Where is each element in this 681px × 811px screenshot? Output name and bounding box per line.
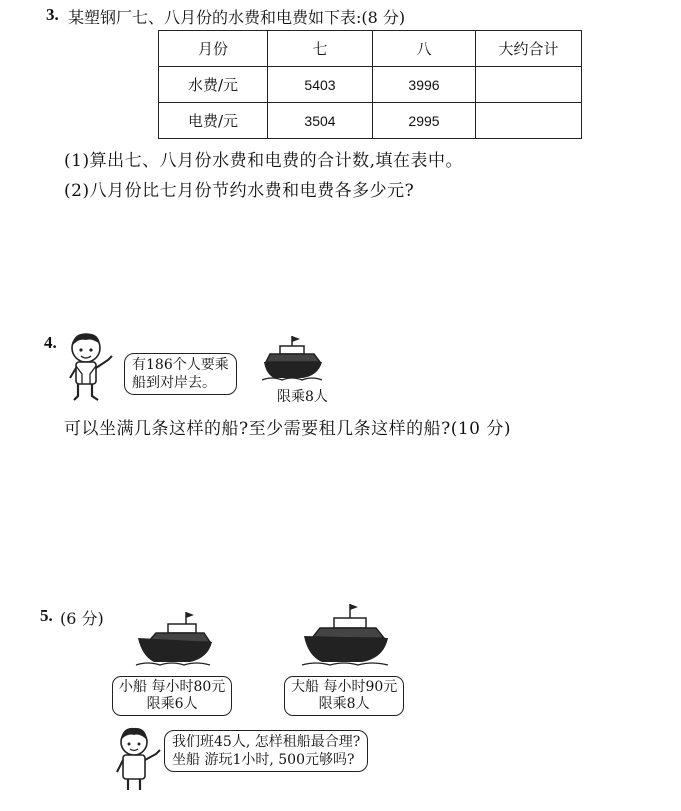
q4-speech-bubble xyxy=(124,353,237,395)
table-cell: 3504 xyxy=(268,103,373,139)
speech-line: 我们班45人, 怎样租船最合理? xyxy=(172,734,361,750)
table-header-cell: 八 xyxy=(373,31,476,67)
speech-line: 船到对岸去。 xyxy=(132,375,216,391)
answer-cell[interactable] xyxy=(476,103,582,139)
q3-number: 3. xyxy=(46,5,59,24)
q3-prompt: 某塑钢厂七、八月份的水费和电费如下表:(8 分) xyxy=(68,8,406,27)
big-boat-sign xyxy=(284,676,404,716)
q3-sub1: (1)算出七、八月份水费和电费的合计数,填在表中。 xyxy=(64,151,463,171)
sign-line: 大船 每小时90元 xyxy=(291,679,398,695)
ship-icon xyxy=(262,334,324,382)
table-cell: 3996 xyxy=(373,67,476,103)
big-boat-icon xyxy=(300,602,392,668)
small-boat-sign xyxy=(112,676,232,716)
child-illustration xyxy=(112,726,164,792)
table-row-label: 电费/元 xyxy=(159,103,268,139)
table-header-cell: 月份 xyxy=(159,31,268,67)
boy-illustration xyxy=(62,330,117,402)
small-boat-icon xyxy=(134,610,214,668)
table-row-label: 水费/元 xyxy=(159,67,268,103)
fee-table xyxy=(158,30,582,139)
table-row xyxy=(159,103,582,139)
table-cell: 5403 xyxy=(268,67,373,103)
table-header-cell: 七 xyxy=(268,31,373,67)
table-cell: 2995 xyxy=(373,103,476,139)
table-row xyxy=(159,67,582,103)
table-header-row xyxy=(159,31,582,67)
q5-number: 5. xyxy=(40,606,53,625)
q4-question: 可以坐满几条这样的船?至少需要租几条这样的船?(10 分) xyxy=(64,419,512,439)
q3-sub2: (2)八月份比七月份节约水费和电费各多少元? xyxy=(64,181,415,201)
sign-line: 限乘8人 xyxy=(318,696,370,712)
answer-cell[interactable] xyxy=(476,67,582,103)
speech-line: 有186个人要乘 xyxy=(132,357,229,373)
q5-speech-bubble xyxy=(164,730,368,772)
table-header-cell: 大约合计 xyxy=(476,31,582,67)
sign-line: 小船 每小时80元 xyxy=(119,679,226,695)
q4-boat-caption: 限乘8人 xyxy=(277,389,328,405)
speech-line: 坐船 游玩1小时, 500元够吗? xyxy=(172,752,355,768)
q5-score: (6 分) xyxy=(60,609,104,628)
sign-line: 限乘6人 xyxy=(146,696,198,712)
q4-number: 4. xyxy=(44,333,57,352)
